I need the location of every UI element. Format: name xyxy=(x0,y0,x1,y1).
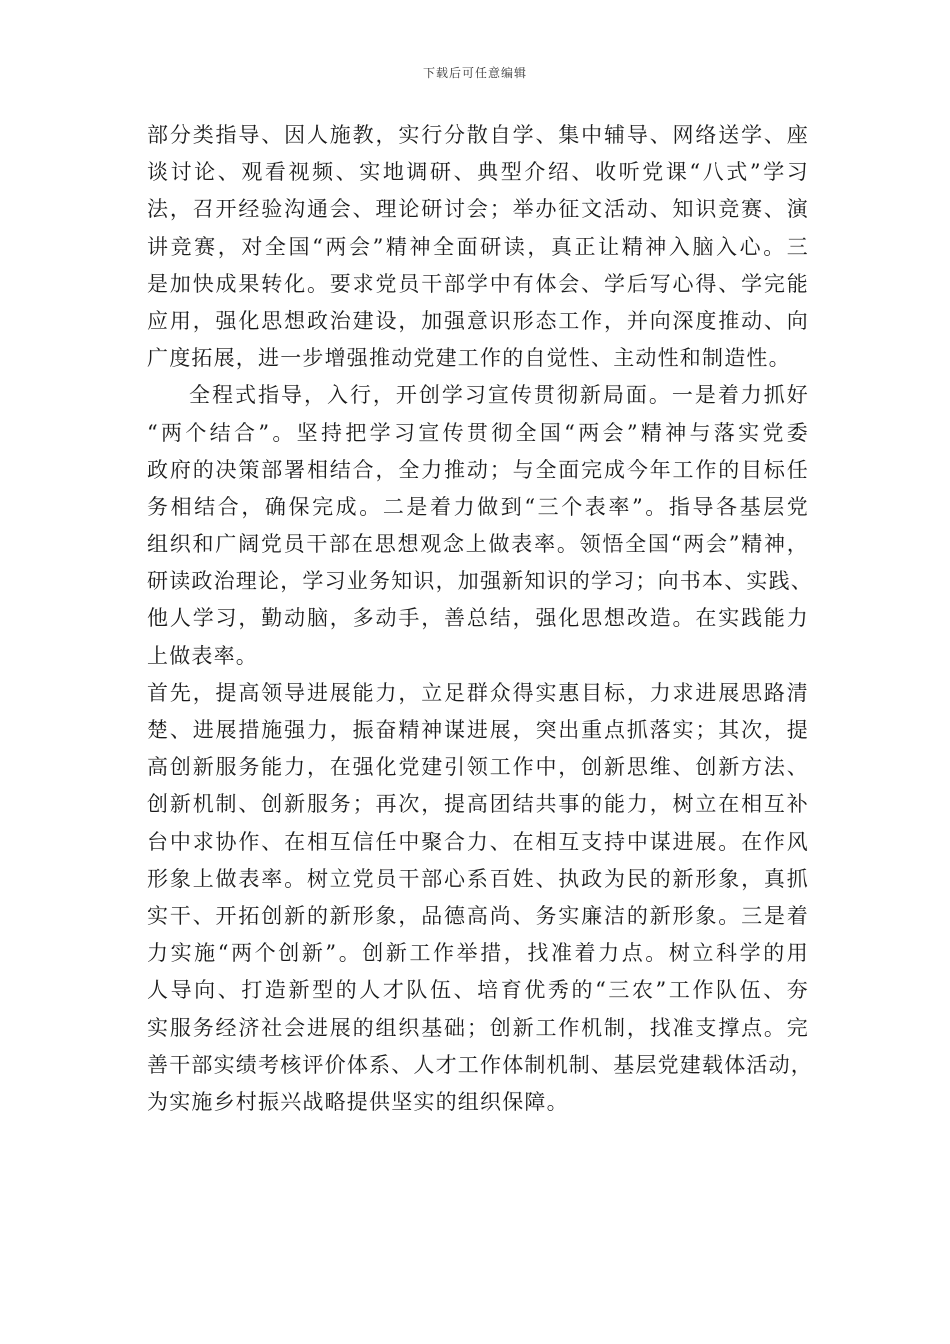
text-line: 人导向、打造新型的人才队伍、培育优秀的“三农”工作队伍、夯 xyxy=(147,978,809,1003)
text-line: 高创新服务能力，在强化党建引领工作中，创新思维、创新方法、 xyxy=(147,755,809,780)
text-line: 广度拓展，进一步增强推动党建工作的自觉性、主动性和制造性。 xyxy=(147,346,791,371)
text-line: 楚、进展措施强力，振奋精神谋进展，突出重点抓落实；其次，提 xyxy=(147,718,809,742)
text-line: 创新机制、创新服务；再次，提高团结共事的能力，树立在相互补 xyxy=(147,792,809,817)
text-line: 善干部实绩考核评价体系、人才工作体制机制、基层党建载体活动， xyxy=(147,1052,813,1077)
document-body xyxy=(147,117,813,1121)
text-line: 为实施乡村振兴战略提供坚实的组织保障。 xyxy=(147,1089,569,1114)
page-header: 下载后可任意编辑 xyxy=(422,66,527,80)
text-line: 谈讨论、观看视频、实地调研、典型介绍、收听党课“八式”学习 xyxy=(147,160,809,185)
text-line: 应用，强化思想政治建设，加强意识形态工作，并向深度推动、向 xyxy=(147,308,809,333)
text-line: 组织和广阔党员干部在思想观念上做表率。领悟全国“两会”精神， xyxy=(147,532,809,557)
text-line: 首先，提高领导进展能力，立足群众得实惠目标，力求进展思路清 xyxy=(147,680,809,705)
text-line: 上做表率。 xyxy=(147,643,258,668)
text-line: 政府的决策部署相结合，全力推动；与全面完成今年工作的目标任 xyxy=(147,457,809,482)
text-line: 是加快成果转化。要求党员干部学中有体会、学后写心得、学完能 xyxy=(147,271,809,296)
text-line: 研读政治理论，学习业务知识，加强新知识的学习；向书本、实践、 xyxy=(147,569,813,594)
text-line: 形象上做表率。树立党员干部心系百姓、执政为民的新形象，真抓 xyxy=(147,866,809,891)
text-line: 讲竞赛，对全国“两会”精神全面研读，真正让精神入脑入心。三 xyxy=(147,234,809,259)
text-line: 全程式指导，入行，开创学习宣传贯彻新局面。一是着力抓好 xyxy=(189,383,809,408)
text-line: 务相结合，确保完成。二是着力做到“三个表率”。指导各基层党 xyxy=(147,494,809,519)
text-line: 台中求协作、在相互信任中聚合力、在相互支持中谋进展。在作风 xyxy=(147,829,809,854)
text-line: 部分类指导、因人施教，实行分散自学、集中辅导、网络送学、座 xyxy=(147,123,809,147)
text-line: 法，召开经验沟通会、理论研讨会；举办征文活动、知识竞赛、演 xyxy=(147,197,809,222)
text-line: 他人学习，勤动脑，多动手，善总结，强化思想改造。在实践能力 xyxy=(147,606,809,631)
text-line: 实服务经济社会进展的组织基础；创新工作机制，找准支撑点。完 xyxy=(147,1015,809,1040)
text-line: 实干、开拓创新的新形象，品德高尚、务实廉洁的新形象。三是着 xyxy=(147,903,809,928)
text-line: “两个结合”。坚持把学习宣传贯彻全国“两会”精神与落实党委 xyxy=(147,420,809,445)
text-line: 力实施“两个创新”。创新工作举措，找准着力点。树立科学的用 xyxy=(147,941,809,966)
